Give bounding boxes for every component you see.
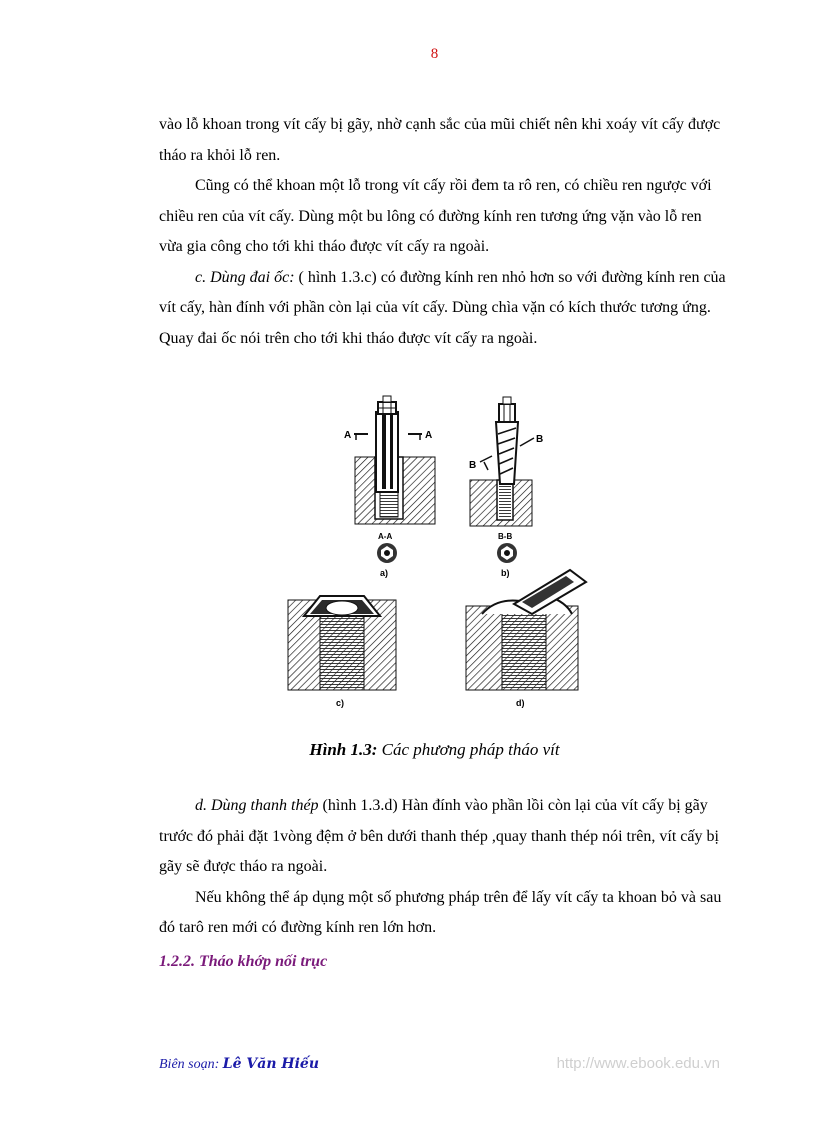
label-section-a-left: A xyxy=(344,430,352,441)
figure-1-3 xyxy=(270,392,590,722)
paragraph-nut-method xyxy=(159,263,729,355)
body-text-bottom xyxy=(159,791,729,944)
figure-d xyxy=(466,570,586,708)
footer-url: http://www.ebook.edu.vn xyxy=(556,1055,720,1072)
paragraph-drill-tap: Cũng có thể khoan một lỗ trong vít cấy rồi đem ta rô ren, có chiều ren ngược với chiều ren của vít cấy. Dùng một bu lông có đường kính ren tương ứng vặn vào lỗ ren vừa gia công cho tới khi tháo được vít cấy ra ngoài. xyxy=(159,177,712,255)
label-sub-d: d) xyxy=(516,698,525,708)
author-name: Lê Văn Hiếu xyxy=(222,1056,320,1072)
figure-caption xyxy=(0,740,816,760)
label-sub-a: a) xyxy=(380,568,389,578)
author-label: Biên soạn: xyxy=(159,1057,223,1072)
caption-title: Các phương pháp tháo vít xyxy=(377,740,560,759)
steel-bar-method-label: d. Dùng thanh thép xyxy=(195,797,319,814)
caption-label: Hình 1.3: xyxy=(309,740,378,759)
label-section-b-right: B xyxy=(536,434,544,445)
figure-c xyxy=(288,596,396,708)
label-section-bb: B-B xyxy=(498,532,513,541)
nut-method-label: c. Dùng đai ốc: xyxy=(195,268,295,286)
label-section-b-left: B xyxy=(469,460,477,471)
label-sub-b: b) xyxy=(501,568,510,578)
nut-method-text: ( hình 1.3.c) có đường kính ren nhỏ hơn so với đường kính ren của vít cấy, hàn đính với phần còn lại của vít cấy. Dùng chìa vặn có kích thước tương ứng. Quay đai ốc nói trên cho tới khi tháo được vít cấy ra ngoài. xyxy=(159,268,726,347)
page-number: 8 xyxy=(430,46,439,62)
section-heading: 1.2.2. Tháo khớp nối trục xyxy=(159,953,328,970)
paragraph-drill-out: Nếu không thể áp dụng một số phương pháp trên để lấy vít cấy ta khoan bỏ và sau đó tarô ren mới có đường kính ren lớn hơn. xyxy=(159,888,722,936)
footer-author xyxy=(159,1056,319,1073)
figure-a xyxy=(344,396,435,578)
figure-b xyxy=(469,397,543,578)
body-text-top xyxy=(159,110,729,354)
label-sub-c: c) xyxy=(336,698,345,708)
steel-bar-method-text: (hình 1.3.d) Hàn đính vào phần lồi còn lại của vít cấy bị gãy trước đó phải đặt 1vòng đệm ở bên dưới thanh thép ,quay thanh thép nói trên, vít cấy bị gãy sẽ được tháo ra ngoài. xyxy=(159,797,719,875)
figure-drawing xyxy=(270,392,590,722)
paragraph-continuation: vào lỗ khoan trong vít cấy bị gãy, nhờ cạnh sắc của mũi chiết nên khi xoáy vít cấy được tháo ra khỏi lỗ ren. xyxy=(159,116,721,164)
label-section-a-right: A xyxy=(425,430,433,441)
paragraph-steel-bar-method xyxy=(159,791,729,883)
label-section-aa: A-A xyxy=(378,532,393,541)
